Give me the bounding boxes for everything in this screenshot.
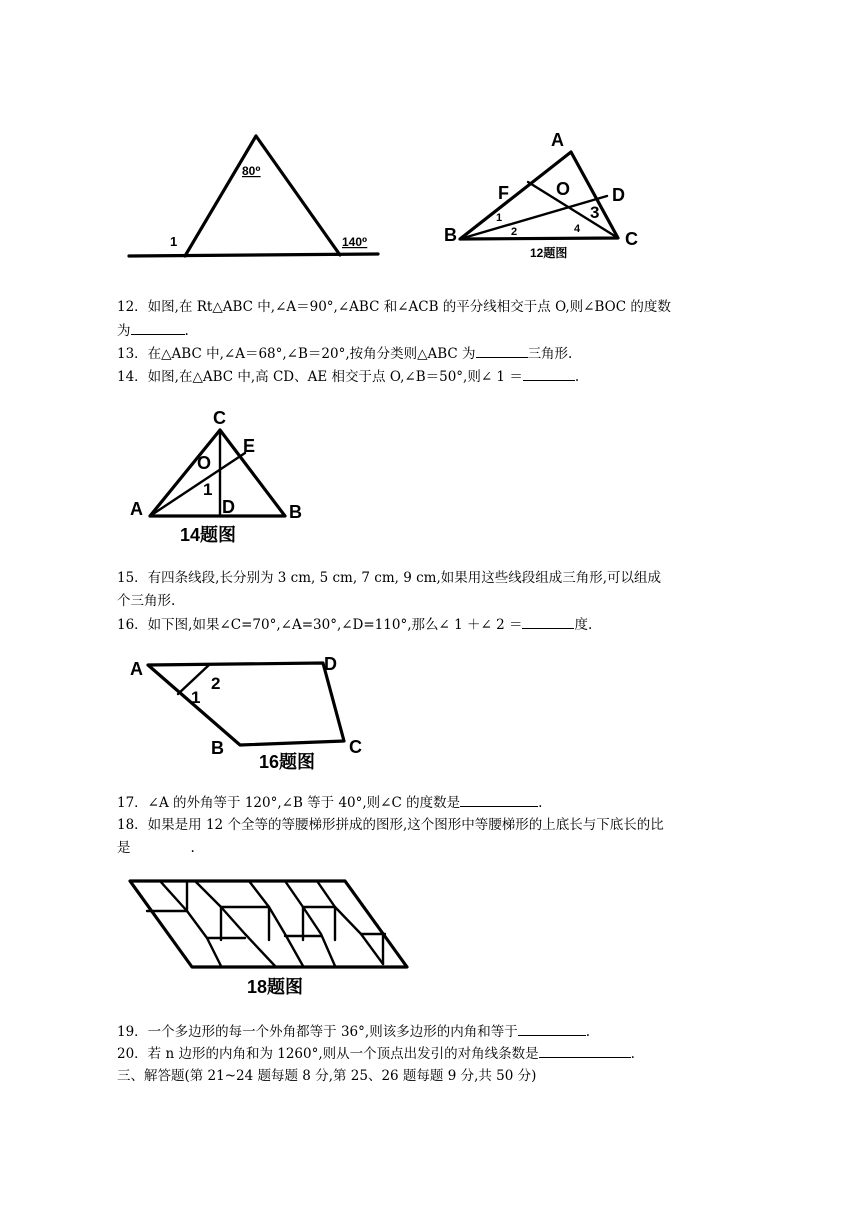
figure-16-quadrilateral — [125, 650, 375, 775]
question-14: 14．如图,在△ABC 中,高 CD、AE 相交于点 O,∠B＝50°,则∠ 1 ＝ . — [117, 366, 579, 388]
apex-angle-label: 80⁰ — [242, 164, 261, 178]
question-12-continued: 为 . — [117, 320, 189, 342]
answer-blank-13[interactable] — [476, 343, 528, 358]
figure-18-caption: 18题图 — [247, 977, 304, 997]
question-12: 12．如图,在 Rt△ABC 中,∠A＝90°,∠ABC 和∠ACB 的平分线相交于点 O,则∠BOC 的度数 — [117, 299, 671, 315]
point-C-label: C — [349, 737, 362, 757]
answer-blank-14[interactable] — [523, 366, 575, 381]
point-B-label: B — [289, 502, 302, 522]
point-B-label: B — [444, 225, 457, 245]
question-18: 18．如果是用 12 个全等的等腰梯形拼成的图形,这个图形中等腰梯形的上底长与下底长的比 — [117, 817, 664, 833]
point-A-label: A — [130, 499, 143, 519]
question-20: 20．若 n 边形的内角和为 1260°,则从一个顶点出发引的对角线条数是 . — [117, 1043, 635, 1065]
point-D-label: D — [612, 185, 625, 205]
point-A-label: A — [130, 659, 143, 679]
question-18-continued: 是 . — [117, 840, 195, 856]
angle-4-label: 4 — [574, 223, 581, 235]
question-13: 13．在△ABC 中,∠A＝68°,∠B＝20°,按角分类则△ABC 为 三角形. — [117, 343, 572, 365]
answer-blank-17[interactable] — [460, 792, 538, 807]
answer-blank-19[interactable] — [518, 1021, 586, 1036]
angle-1-label: 1 — [170, 234, 178, 249]
section-3-header: 三、解答题(第 21~24 题每题 8 分,第 25、26 题每题 9 分,共 50 分) — [117, 1068, 537, 1084]
question-15-continued: 个三角形. — [117, 593, 176, 609]
figure-12-caption: 12题图 — [530, 246, 568, 260]
figure-14-caption: 14题图 — [180, 525, 237, 545]
question-15: 15．有四条线段,长分别为 3 cm, 5 cm, 7 cm, 9 cm,如果用这些线段组成三角形,可以组成 — [117, 570, 662, 586]
point-O-label: O — [556, 179, 571, 199]
angle-3-label: 3 — [590, 203, 600, 222]
point-C-label: C — [625, 229, 638, 249]
question-19: 19．一个多边形的每一个外角都等于 36°,则该多边形的内角和等于 . — [117, 1021, 590, 1043]
question-16: 16．如下图,如果∠C=70°,∠A=30°,∠D=110°,那么∠ 1 ＋∠ 2 ＝ 度. — [117, 614, 592, 636]
question-17: 17．∠A 的外角等于 120°,∠B 等于 40°,则∠C 的度数是 . — [117, 792, 542, 814]
angle-1-label: 1 — [191, 688, 201, 707]
figure-14-triangle — [125, 405, 315, 550]
figure-12-triangle — [440, 125, 655, 265]
figure-18-trapezoid-tiling — [125, 870, 415, 1000]
point-D-label: D — [222, 497, 235, 517]
angle-1-label: 1 — [496, 212, 503, 224]
figure-11-triangle — [120, 125, 390, 265]
point-C-label: C — [213, 408, 226, 428]
point-E-label: E — [243, 436, 256, 456]
answer-blank-20[interactable] — [539, 1043, 631, 1058]
angle-2-label: 2 — [511, 226, 518, 238]
point-O-label: O — [197, 453, 212, 473]
answer-blank-12[interactable] — [131, 320, 185, 335]
point-B-label: B — [211, 738, 224, 758]
point-A-label: A — [551, 130, 564, 150]
angle-140-label: 140⁰ — [342, 235, 368, 249]
point-F-label: F — [498, 183, 509, 203]
point-D-label: D — [324, 654, 337, 674]
figure-16-caption: 16题图 — [259, 752, 316, 772]
angle-1-label: 1 — [203, 480, 213, 499]
angle-2-label: 2 — [211, 674, 221, 693]
answer-blank-16[interactable] — [522, 614, 574, 629]
